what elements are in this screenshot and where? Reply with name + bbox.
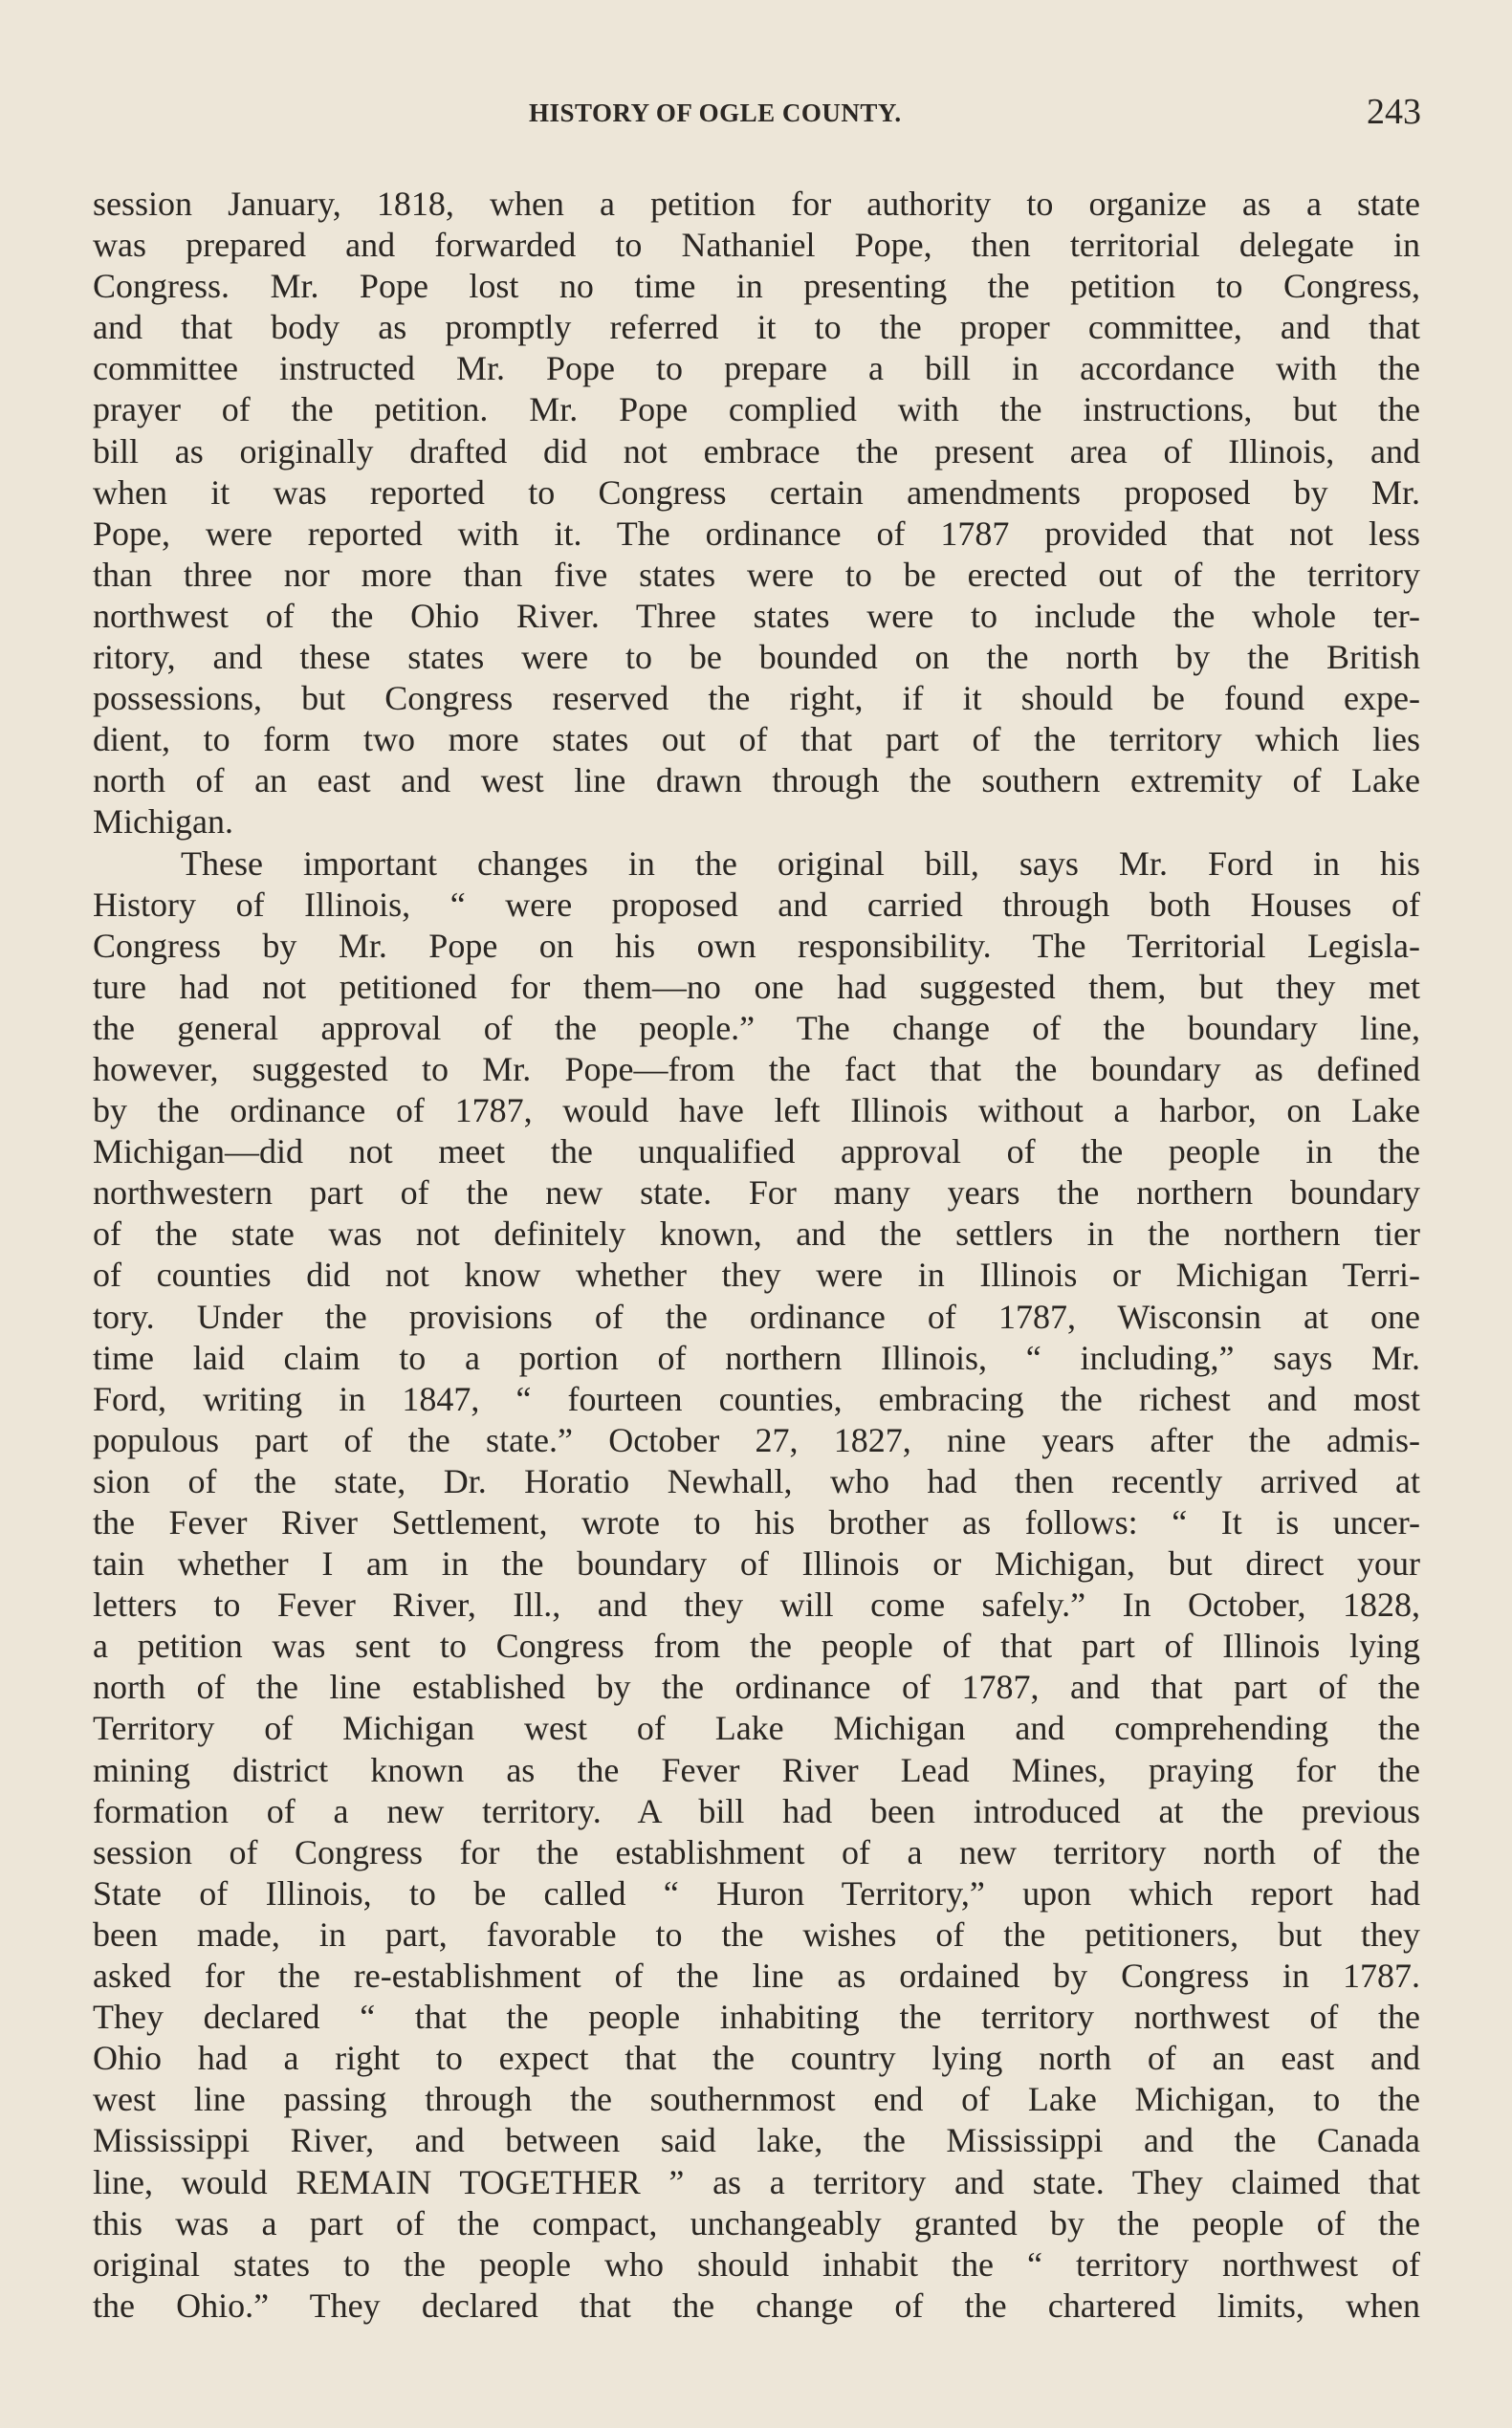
- text-line: of counties did not know whether they were in Illinois or Michigan Terri-: [93, 1256, 1420, 1295]
- text-line: State of Illinois, to be called “ Huron Territory,” upon which report had: [93, 1873, 1420, 1913]
- text-line: tain whether I am in the boundary of Illinois or Michigan, but direct your: [93, 1544, 1420, 1584]
- text-line: the Fever River Settlement, wrote to his brother as follows: “ It is uncer-: [93, 1503, 1420, 1542]
- paragraph-first-line: These important changes in the original bill, says Mr. Ford in his: [181, 843, 1420, 883]
- text-line: Congress. Mr. Pope lost no time in presenting the petition to Congress,: [93, 267, 1420, 306]
- text-line: asked for the re-establishment of the line as ordained by Congress in 1787.: [93, 1957, 1420, 1996]
- text-line: They declared “ that the people inhabiting the territory northwest of the: [93, 1998, 1420, 2037]
- text-line: than three nor more than five states were to be erected out of the territory: [93, 555, 1420, 594]
- body-text: [93, 184, 1420, 2327]
- text-line: and that body as promptly referred it to the proper committee, and that: [93, 308, 1420, 347]
- text-line: the general approval of the people.” The change of the boundary line,: [93, 1008, 1420, 1047]
- text-line: however, suggested to Mr. Pope—from the fact that the boundary as defined: [93, 1049, 1420, 1088]
- running-head: [94, 91, 1421, 139]
- text-line: Pope, were reported with it. The ordinance of 1787 provided that not less: [93, 514, 1420, 553]
- text-line: line, would REMAIN TOGETHER ” as a territory and state. They claimed that: [93, 2162, 1420, 2201]
- text-line: bill as originally drafted did not embrace the present area of Illinois, and: [93, 431, 1420, 470]
- text-line: by the ordinance of 1787, would have left Illinois without a harbor, on Lake: [93, 1091, 1420, 1130]
- text-line: a petition was sent to Congress from the people of that part of Illinois lying: [93, 1627, 1420, 1666]
- text-line: sion of the state, Dr. Horatio Newhall, who had then recently arrived at: [93, 1461, 1420, 1500]
- text-line: Michigan.: [93, 802, 233, 842]
- text-line: letters to Fever River, Ill., and they will come safely.” In October, 1828,: [93, 1586, 1420, 1625]
- text-line: northwestern part of the new state. For many years the northern boundary: [93, 1173, 1420, 1213]
- text-line: of the state was not definitely known, and the settlers in the northern tier: [93, 1214, 1420, 1254]
- text-line: when it was reported to Congress certain amendments proposed by Mr.: [93, 472, 1420, 512]
- text-line: session January, 1818, when a petition for authority to organize as a state: [93, 185, 1420, 223]
- text-line: Ford, writing in 1847, “ fourteen counties, embracing the richest and most: [93, 1379, 1420, 1418]
- page-number: 243: [1367, 92, 1421, 132]
- text-line: populous part of the state.” October 27, 1827, nine years after the admis-: [93, 1420, 1420, 1459]
- text-line: been made, in part, favorable to the wishes of the petitioners, but they: [93, 1914, 1420, 1954]
- text-line: original states to the people who should inhabit the “ territory northwest of: [93, 2244, 1420, 2284]
- text-line: ritory, and these states were to be bounded on the north by the British: [93, 638, 1420, 677]
- text-line: committee instructed Mr. Pope to prepare a bill in accordance with the: [93, 349, 1420, 388]
- text-line: Michigan—did not meet the unqualified approval of the people in the: [93, 1132, 1420, 1171]
- text-line: dient, to form two more states out of that part of the territory which lies: [93, 720, 1420, 759]
- text-line: ture had not petitioned for them—no one had suggested them, but they met: [93, 967, 1420, 1006]
- text-line: this was a part of the compact, unchangeably granted by the people of the: [93, 2203, 1420, 2242]
- text-line: the Ohio.” They declared that the change of the chartered limits, when: [93, 2286, 1420, 2325]
- text-line: Congress by Mr. Pope on his own responsibility. The Territorial Legisla-: [93, 926, 1420, 965]
- running-title: HISTORY OF OGLE COUNTY.: [529, 98, 902, 127]
- text-line: was prepared and forwarded to Nathaniel Pope, then territorial delegate in: [93, 226, 1420, 265]
- text-line: mining district known as the Fever River Lead Mines, praying for the: [93, 1750, 1420, 1789]
- text-line: Ohio had a right to expect that the country lying north of an east and: [93, 2039, 1420, 2078]
- text-line: possessions, but Congress reserved the right, if it should be found expe-: [93, 679, 1420, 718]
- text-line: northwest of the Ohio River. Three states were to include the whole ter-: [93, 596, 1420, 635]
- text-line: Mississippi River, and between said lake, the Mississippi and the Canada: [93, 2121, 1420, 2160]
- text-line: north of an east and west line drawn through the southern extremity of Lake: [93, 761, 1420, 800]
- text-line: formation of a new territory. A bill had been introduced at the previous: [93, 1791, 1420, 1830]
- text-line: time laid claim to a portion of northern Illinois, “ including,” says Mr.: [93, 1338, 1420, 1377]
- text-line: north of the line established by the ordinance of 1787, and that part of the: [93, 1668, 1420, 1707]
- text-line: west line passing through the southernmost end of Lake Michigan, to the: [93, 2080, 1420, 2119]
- text-line: History of Illinois, “ were proposed and carried through both Houses of: [93, 885, 1420, 924]
- text-line: tory. Under the provisions of the ordinance of 1787, Wisconsin at one: [93, 1297, 1420, 1336]
- text-line: Territory of Michigan west of Lake Michigan and comprehending the: [93, 1709, 1420, 1748]
- text-line: session of Congress for the establishment of a new territory north of the: [93, 1832, 1420, 1871]
- text-line: prayer of the petition. Mr. Pope complied with the instructions, but the: [93, 390, 1420, 429]
